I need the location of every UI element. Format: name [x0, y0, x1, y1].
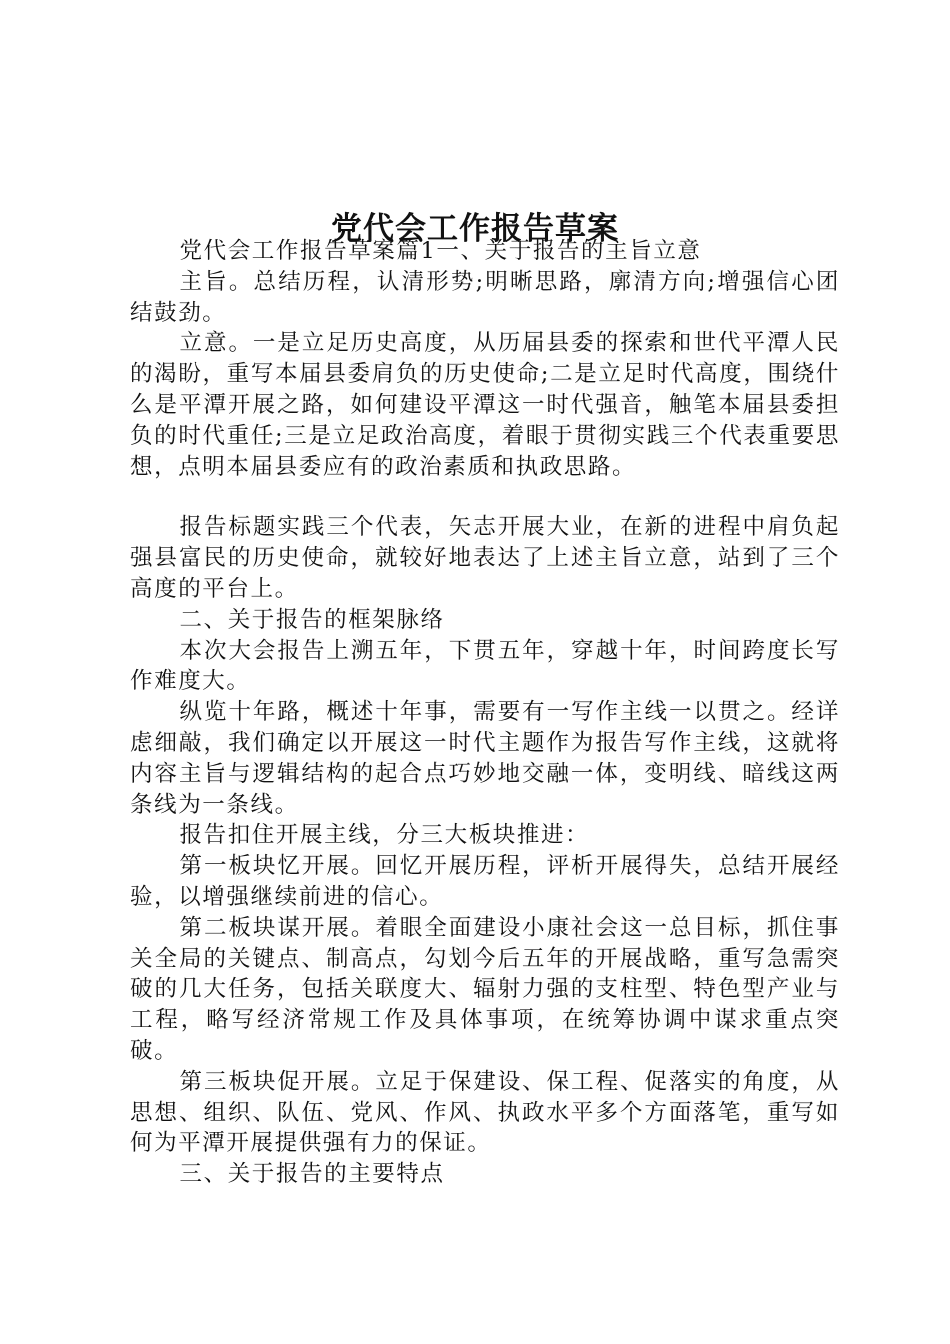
paragraph-report-title: 报告标题实践三个代表，矢志开展大业，在新的进程中肩负起强县富民的历史使命，就较好地表达了上述主旨立意，站到了三个高度的平台上。	[130, 514, 840, 602]
paragraph-section-two: 第二板块谋开展。着眼全面建设小康社会这一总目标，抓住事关全局的关键点、制高点，勾划今后五年的开展战略，重写急需突破的几大任务，包括关联度大、辐射力强的支柱型、特色型产业与工程，略写经济常规工作及具体事项，在统筹协调中谋求重点突破。	[130, 914, 840, 1064]
paragraph-purpose: 主旨。总结历程，认清形势;明晰思路，廓清方向;增强信心团结鼓劲。	[130, 268, 840, 326]
document-title: 党代会工作报告草案	[331, 210, 619, 247]
paragraph-intent: 立意。一是立足历史高度，从历届县委的探索和世代平潭人民的渴盼，重写本届县委肩负的历史使命;二是立足时代高度，围绕什么是平潭开展之路，如何建设平潭这一时代强音，触笔本届县委担负的时代重任;三是立足政治高度，着眼于贯彻实践三个代表重要思想，点明本届县委应有的政治素质和执政思路。	[130, 330, 840, 480]
section-heading-framework: 二、关于报告的框架脉络	[179, 606, 445, 633]
paragraph-intro: 党代会工作报告草案篇1一、关于报告的主旨立意	[179, 238, 702, 264]
paragraph-section-one: 第一板块忆开展。回忆开展历程，评析开展得失，总结开展经验，以增强继续前进的信心。	[130, 853, 840, 910]
paragraph-timespan: 本次大会报告上溯五年，下贯五年，穿越十年，时间跨度长写作难度大。	[130, 637, 840, 695]
section-heading-features: 三、关于报告的主要特点	[179, 1161, 445, 1188]
document-body	[130, 236, 840, 1190]
paragraph-three-sections: 报告扣住开展主线，分三大板块推进：	[179, 822, 590, 849]
paragraph-mainline: 纵览十年路，概述十年事，需要有一写作主线一以贯之。经详虑细敲，我们确定以开展这一时代主题作为报告写作主线，这就将内容主旨与逻辑结构的起合点巧妙地交融一体，变明线、暗线这两条线为一条线。	[130, 699, 840, 818]
paragraph-section-three: 第三板块促开展。立足于保建设、保工程、促落实的角度，从思想、组织、队伍、党风、作风、执政水平多个方面落笔，重写如何为平潭开展提供强有力的保证。	[130, 1068, 840, 1157]
